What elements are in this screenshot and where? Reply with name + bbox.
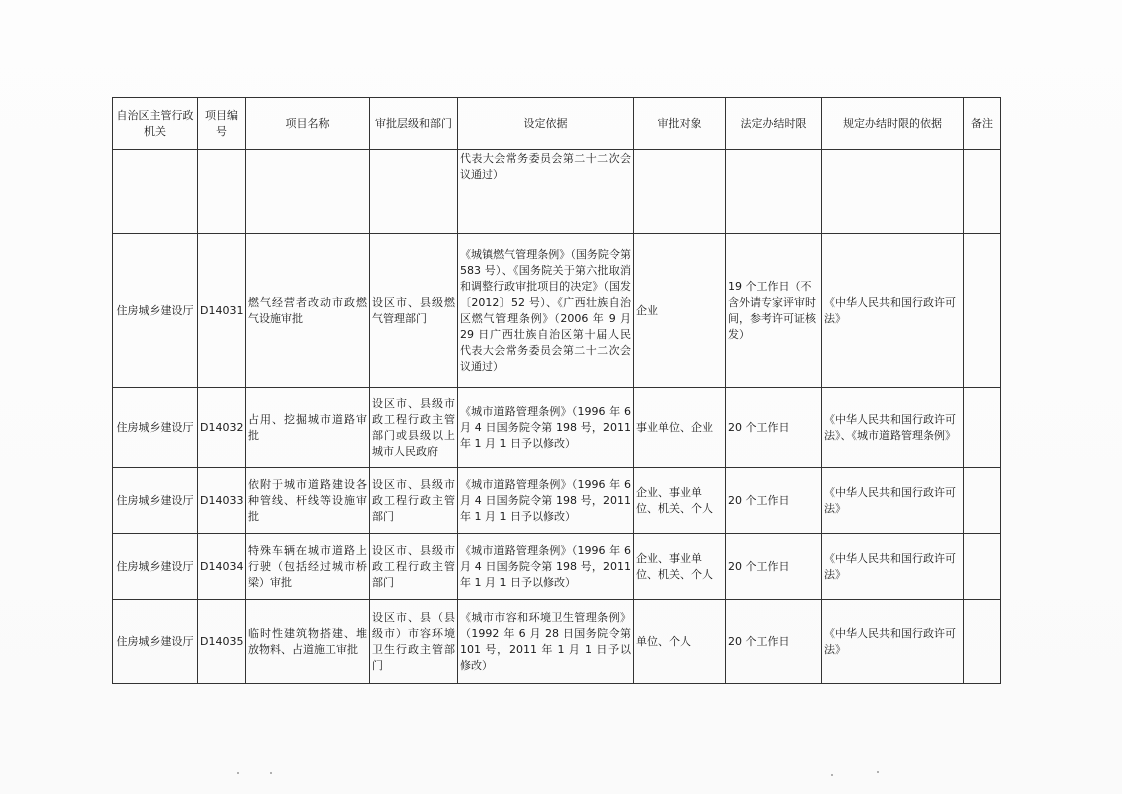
header-remark: 备注	[964, 98, 1001, 150]
cell-level	[370, 150, 458, 234]
cell-name: 临时性建筑物搭建、堆放物料、占道施工审批	[246, 600, 370, 684]
table-row	[113, 234, 1001, 388]
cell-target: 事业单位、企业	[634, 388, 726, 468]
cell-level: 设区市、县级市政工程行政主管部门	[370, 534, 458, 600]
scan-speck	[270, 772, 272, 774]
header-level: 审批层级和部门	[370, 98, 458, 150]
cell-remark	[964, 388, 1001, 468]
header-code: 项目编号	[198, 98, 246, 150]
table-row	[113, 150, 1001, 234]
cell-level: 设区市、县级市政工程行政主管部门或县级以上城市人民政府	[370, 388, 458, 468]
cell-agency: 住房城乡建设厅	[113, 234, 198, 388]
header-basis: 设定依据	[458, 98, 634, 150]
cell-name: 燃气经营者改动市政燃气设施审批	[246, 234, 370, 388]
cell-remark	[964, 150, 1001, 234]
cell-limit-basis: 《中华人民共和国行政许可法》	[822, 534, 964, 600]
cell-basis: 代表大会常务委员会第二十二次会议通过）	[458, 150, 634, 234]
scan-speck	[877, 771, 879, 773]
cell-agency: 住房城乡建设厅	[113, 468, 198, 534]
header-target: 审批对象	[634, 98, 726, 150]
scan-speck	[237, 772, 239, 774]
header-name: 项目名称	[246, 98, 370, 150]
cell-basis: 《城市市容和环境卫生管理条例》（1992 年 6 月 28 日国务院令第 101 号，2011 年 1 月 1 日予以修改）	[458, 600, 634, 684]
header-agency: 自治区主管行政机关	[113, 98, 198, 150]
table-row	[113, 600, 1001, 684]
cell-target: 企业	[634, 234, 726, 388]
cell-name: 特殊车辆在城市道路上行驶（包括经过城市桥梁）审批	[246, 534, 370, 600]
cell-limit-basis: 《中华人民共和国行政许可法》	[822, 234, 964, 388]
cell-remark	[964, 234, 1001, 388]
cell-name: 依附于城市道路建设各种管线、杆线等设施审批	[246, 468, 370, 534]
cell-limit: 19 个工作日（不含外请专家评审时间，参考许可证核发）	[726, 234, 822, 388]
cell-code: D14034	[198, 534, 246, 600]
cell-limit: 20 个工作日	[726, 388, 822, 468]
cell-name: 占用、挖掘城市道路审批	[246, 388, 370, 468]
cell-remark	[964, 600, 1001, 684]
cell-target: 企业、事业单位、机关、个人	[634, 534, 726, 600]
cell-agency: 住房城乡建设厅	[113, 600, 198, 684]
cell-level: 设区市、县级市政工程行政主管部门	[370, 468, 458, 534]
cell-level: 设区市、县（县级市）市容环境卫生行政主管部门	[370, 600, 458, 684]
cell-remark	[964, 468, 1001, 534]
cell-code	[198, 150, 246, 234]
table-row	[113, 534, 1001, 600]
cell-limit-basis: 《中华人民共和国行政许可法》	[822, 600, 964, 684]
cell-basis: 《城镇燃气管理条例》（国务院令第 583 号）、《国务院关于第六批取消和调整行政审批项目的决定》（国发〔2012〕52 号）、《广西壮族自治区燃气管理条例》（2006 年 9 月 29 日广西壮族自治区第十届人民代表大会常务委员会第二十二次会议通过）	[458, 234, 634, 388]
cell-target: 企业、事业单位、机关、个人	[634, 468, 726, 534]
approval-items-table	[112, 97, 1001, 684]
cell-basis: 《城市道路管理条例》（1996 年 6 月 4 日国务院令第 198 号，2011 年 1 月 1 日予以修改）	[458, 468, 634, 534]
cell-agency	[113, 150, 198, 234]
cell-limit: 20 个工作日	[726, 468, 822, 534]
cell-limit-basis: 《中华人民共和国行政许可法》	[822, 468, 964, 534]
cell-remark	[964, 534, 1001, 600]
cell-target	[634, 150, 726, 234]
cell-code: D14033	[198, 468, 246, 534]
table-row	[113, 468, 1001, 534]
cell-limit	[726, 150, 822, 234]
cell-limit: 20 个工作日	[726, 600, 822, 684]
cell-code: D14035	[198, 600, 246, 684]
cell-limit-basis: 《中华人民共和国行政许可法》、《城市道路管理条例》	[822, 388, 964, 468]
cell-name	[246, 150, 370, 234]
cell-basis: 《城市道路管理条例》（1996 年 6 月 4 日国务院令第 198 号，2011 年 1 月 1 日予以修改）	[458, 534, 634, 600]
header-limit: 法定办结时限	[726, 98, 822, 150]
header-limit-basis: 规定办结时限的依据	[822, 98, 964, 150]
scan-speck	[831, 774, 833, 776]
cell-target: 单位、个人	[634, 600, 726, 684]
cell-code: D14031	[198, 234, 246, 388]
cell-limit: 20 个工作日	[726, 534, 822, 600]
cell-basis: 《城市道路管理条例》（1996 年 6 月 4 日国务院令第 198 号，2011 年 1 月 1 日予以修改）	[458, 388, 634, 468]
header-row	[113, 98, 1001, 150]
cell-agency: 住房城乡建设厅	[113, 388, 198, 468]
table-row	[113, 388, 1001, 468]
cell-code: D14032	[198, 388, 246, 468]
cell-level: 设区市、县级燃气管理部门	[370, 234, 458, 388]
cell-limit-basis	[822, 150, 964, 234]
cell-agency: 住房城乡建设厅	[113, 534, 198, 600]
